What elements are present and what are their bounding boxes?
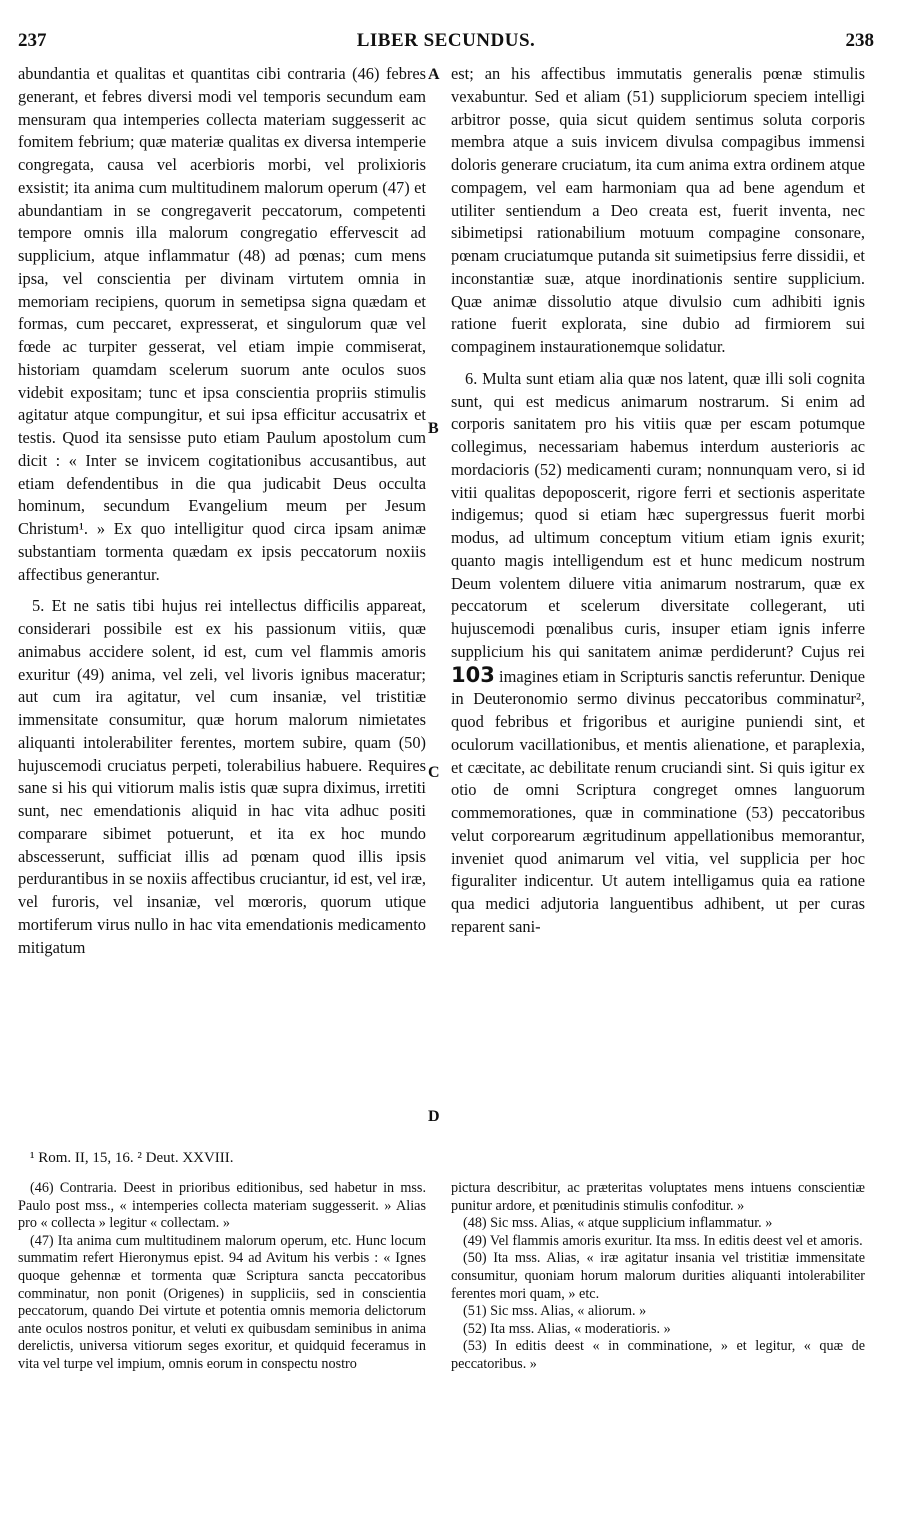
column-number: 103 — [451, 662, 495, 687]
running-title: LIBER SECUNDUS. — [356, 30, 536, 51]
page-number-right: 238 — [845, 30, 874, 51]
right-column — [451, 63, 865, 939]
note-49: (49) Vel flammis amoris exuritur. Ita mss. In editis deest vel et amoris. — [463, 1232, 863, 1249]
left-paragraph-2: 5. Et ne satis tibi hujus rei intellectus difficilis appareat, considerari possibile est ex his passionum vitiis, quæ animabus accidere solent, id est, cum vel flammis amoris exuritur (49) anima, vel zeli, vel livoris ignibus maceratur; aut cum ira agitatur, vel cum insaniæ, vel tristitiæ immensitate consumitur, quæ horum malorum nimietates aliquanti intolerabiliter ferentes, mortem subire, quam (50) hujuscemodi cruciatus perpeti, tolerabilius habuere. Requires sane si his qui vitiorum malis istis quæ supra diximus, irretiti sunt, nec emendationis aliquid in hac vita adhuc positi comparare sibimet potuerunt, et ita ex hoc mundo abscesserunt, sufficiat illis ad pœnam quod illis ipsis perdurantibus in se noxiis affectibus cruciantur, id est, vel iræ, vel furoris, vel insaniæ, vel mœroris, quorum utique mortiferum virus nullo in hac vita emendationis medicamento mitigatum — [18, 596, 426, 957]
margin-letter-c: C — [428, 764, 440, 781]
note-47-continued: pictura describitur, ac præteritas voluptates mens intuens conscientiæ punitur ardore, et pœnitudinis stimulis confoditur. » — [451, 1180, 865, 1214]
notes-left — [18, 1180, 426, 1374]
margin-letter-d: D — [428, 1108, 440, 1125]
note-50: (50) Ita mss. Alias, « iræ agitatur insania vel tristitiæ immensitate consumitur, quoniam horum malorum durities aliquanti intolerabiliter ferentes mori quam, » etc. — [451, 1250, 865, 1302]
note-47: (47) Ita anima cum multitudinem malorum operum, etc. Hunc locum summatim refert Hieronymus epist. 94 ad Avitum his verbis : « Ignes quoque gehennæ et tormenta quæ Scriptura sancta peccatoribus comminatur, non ponit (Origenes) in suppliciis, sed in conscientia peccatorum, quando Dei virtute et potentia omnis memoria delictorum ante oculos nostros ponitur, et veluti ex quibusdam seminibus in anima derelictis, universa vitiorum seges exoritur, et quidquid feceramus in vita vel turpe vel impium, omnis eorum in conspectu nostro — [18, 1232, 426, 1372]
scripture-references: ¹ Rom. II, 15, 16. ² Deut. XXVIII. — [30, 1150, 234, 1166]
right-paragraph-2b: imagines etiam in Scripturis sanctis referuntur. Denique in Deuteronomio sermo divinus peccatoribus comminatur², quod febribus et frigoribus et aurigine puniendi sint, et oculorum vacillationibus, et mentis alienatione, et paraplexia, et cæcitate, ac debilitate renum cruciandi sint. Si quis igitur ex otio de omni Scriptura congreget omnes languorum commemorationes, quæ in comminatione (53) peccatoribus velut corporearum ægritudinum appellationibus memorantur, inveniet quod animarum vel vitia, vel supplicia per hoc figuraliter indicentur. Ut autem intelligamus quia ea ratione qua medici adjutoria languentibus adhibent, ut per curas reparent sani- — [451, 666, 865, 936]
margin-letter-a: A — [428, 66, 440, 83]
left-paragraph-1: abundantia et qualitas et quantitas cibi contraria (46) febres generant, et febres diversi modi vel temporis secundum eam mensuram qua intemperies collecta materiam suggesserit ac fomitem febrium; quæ materiæ qualitas ex diversa intemperie congregata, causa vel acerbioris morbi, vel prolixioris exsistit; ita anima cum multitudinem malorum operum (47) et abundantiam in se congregaverit peccatorum, competenti tempore omnis illa malorum congregatio effervescit ad supplicium, atque inflammatur (48) ad pœnas; cum mens ipsa, vel conscientia per divinam virtutem omnia in memoriam recipiens, quorum in semetipsa signa quædam et formas, cum peccaret, expresserat, et singulorum quæ vel fœde ac turpiter gesserat, vel etiam impie commiserat, historiam quamdam scelerum suorum ante oculos suos videbit expositam; tunc et ipsa conscientia propriis stimulis agitatur atque compungitur, et sui ipsa efficitur accusatrix et testis. Quod ita sensisse puto etiam Paulum apostolum cum dicit : « Inter se invicem cogitationibus accusantibus, aut etiam defendentibus in die qua judicabit Deus occulta hominum, secundum Evangelium meum per Jesum Christum¹. » Ex quo intelligitur quod circa ipsam animæ substantiam tormenta quædam ex ipsis peccatorum noxiis affectibus generantur. — [18, 64, 426, 584]
right-paragraph-2 — [451, 368, 865, 939]
note-46: (46) Contraria. Deest in prioribus editionibus, sed habetur in mss. Paulo post mss., « intemperies collecta materiam suggesserit. » Alias pro « collecta » legitur « collectam. » — [18, 1180, 426, 1232]
margin-letter-b: B — [428, 420, 439, 437]
running-header — [18, 30, 874, 58]
page-number-left: 237 — [18, 30, 47, 51]
right-paragraph-1: est; an his affectibus immutatis generalis pœnæ stimulis vexabuntur. Sed et aliam (51) suppliciorum speciem intelligi arbitror posse, quia sicut quidem sentimus soluta corporis membra atque a suis invicem divulsa compagibus immensi doloris generare cruciatum, ita cum anima extra ordinem atque compagem, vel eam harmoniam qua ad bene agendum et utiliter sentiendum a Deo creata est, fuerit inventa, nec sibimetipsi rationabilium motuum compagine consonare, pœnam cruciatumque putanda sit suimetipsius ferre dissidii, et inconstantiæ suæ, atque inordinationis sentire supplicium. Quæ animæ dissolutio atque divulsio cum adhibiti ignis ratione fuerit explorata, sine dubio ad firmiorem sui compaginem instaurationemque solidatur. — [451, 64, 865, 356]
note-52: (52) Ita mss. Alias, « moderatioris. » — [463, 1320, 671, 1337]
notes-right — [451, 1180, 865, 1374]
note-51: (51) Sic mss. Alias, « aliorum. » — [463, 1303, 647, 1320]
note-48: (48) Sic mss. Alias, « atque supplicium inflammatur. » — [463, 1215, 773, 1232]
left-column — [18, 63, 426, 959]
right-paragraph-2a: 6. Multa sunt etiam alia quæ nos latent, quæ illi soli cognita sunt, qui est medicus animarum nostrarum. Si enim ad corporis sanitatem pro his vitiis quæ per escam potumque collegimus, necessariam habemus interdum austerioris ac mordacioris (52) medicamenti curam; nonnunquam vero, si id vitii qualitas depoposcerit, rigore ferri et sectionis asperitate indigemus; quod si etiam hæc supergressus fuerit morbi modus, ad ultimum conceptum vitium etiam ignis exurit; quanto magis intelligendum est et hunc medicum nostrum Deum volentem diluere vitia animarum nostrarum, quæ ex peccatorum et scelerum diversitate collegerant, uti hujuscemodi pœnalibus curis, insuper etiam ignis inferre supplicium his qui sanitatem animæ perdiderunt? Cujus rei — [451, 368, 865, 661]
note-53: (53) In editis deest « in comminatione, » et legitur, « quæ de peccatoribus. » — [451, 1338, 865, 1372]
